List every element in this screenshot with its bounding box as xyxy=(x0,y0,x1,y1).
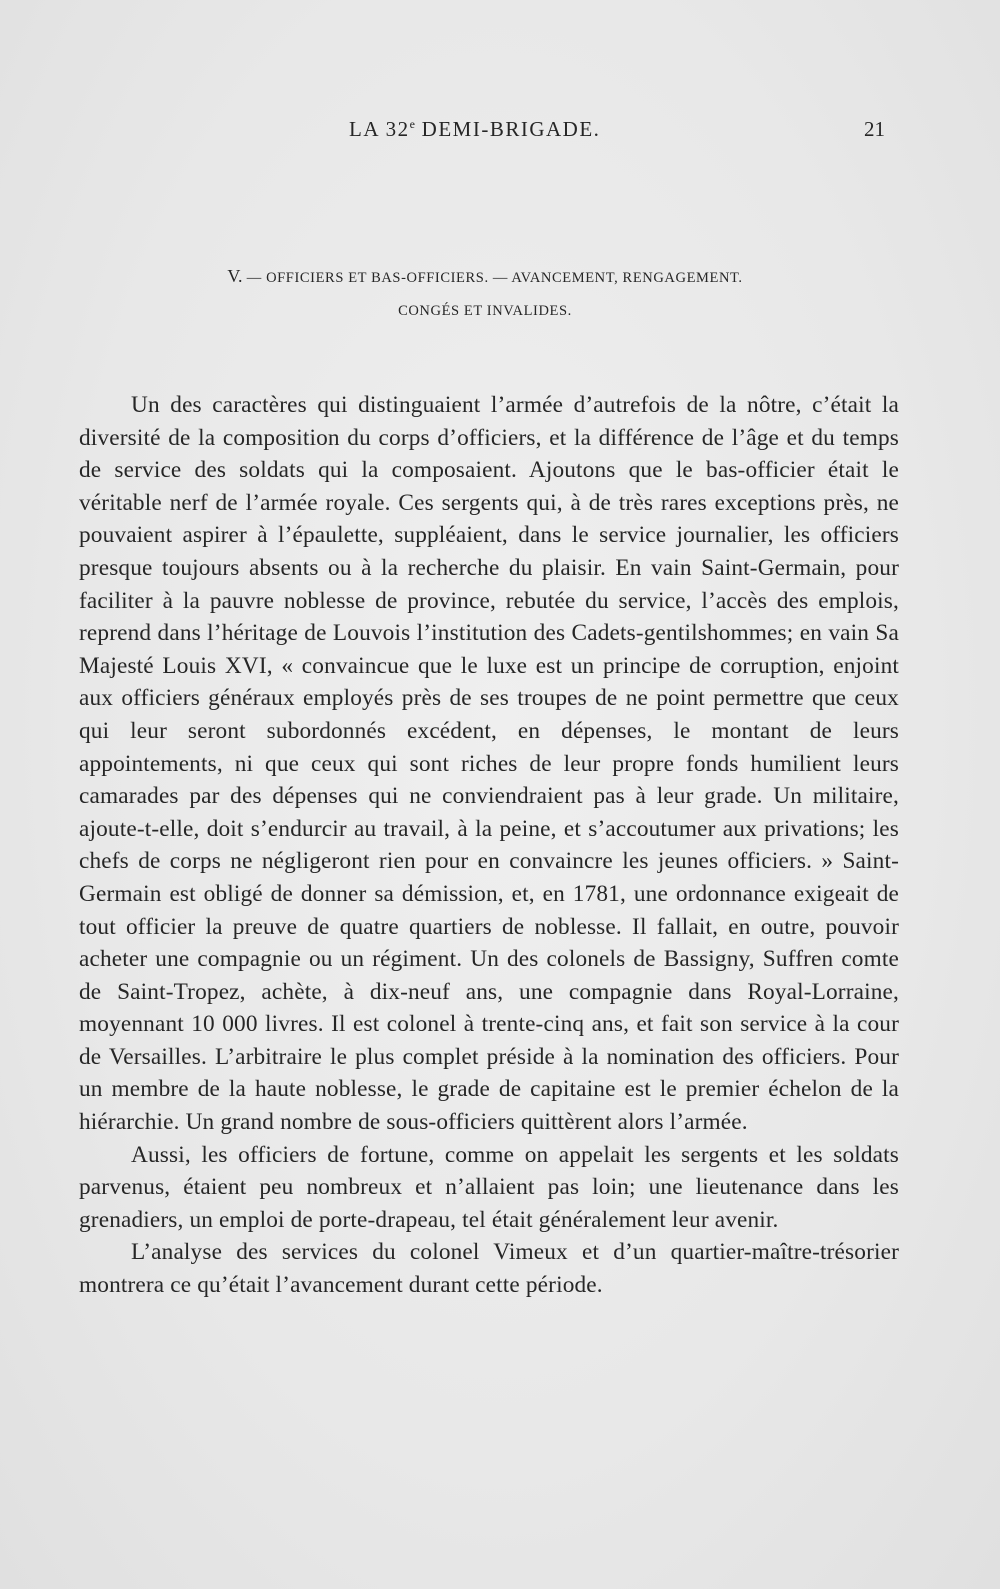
page-number: 21 xyxy=(864,117,885,141)
running-title-superscript: e xyxy=(409,117,415,131)
section-title-line-1: — OFFICIERS ET BAS-OFFICIERS. — AVANCEMENT, RENGAGEMENT. xyxy=(242,270,743,286)
paragraph-1: Un des caractères qui distinguaient l’armée d’autrefois de la nôtre, c’était la diversité de la composition du corps d’officiers, et la différence de l’âge et du temps de service des soldats qui la composaient. Ajoutons que le bas-officier était le véritable nerf de l’armée royale. Ces sergents qui, à de très rares exceptions près, ne pouvaient aspirer à l’épaulette, suppléaient, dans le service journalier, les officiers presque toujours absents ou à la recherche du plaisir. En vain Saint-Germain, pour faciliter à la pauvre noblesse de province, rebutée du service, l’accès des emplois, reprend dans l’héritage de Louvois l’institution des Cadets-gentilshommes; en vain Sa Majesté Louis XVI, « convaincue que le luxe est un principe de corruption, enjoint aux officiers généraux employés près de ses troupes de ne point permettre que ceux qui leur seront subordonnés excédent, en dépenses, le montant de leurs appointements, ni que ceux qui sont riches de leur propre fonds humilient leurs camarades par des dépenses qui ne conviendraient pas à leur grade. Un militaire, ajoute-t-elle, doit s’endurcir au travail, à la peine, et s’accoutumer aux privations; les chefs de corps ne négligeront rien pour en convaincre les jeunes officiers. » Saint-Germain est obligé de donner sa démission, et, en 1781, une ordonnance exigeait de tout officier la preuve de quatre quartiers de noblesse. Il fallait, en outre, pouvoir acheter une compagnie ou un régiment. Un des colonels de Bassigny, Suffren comte de Saint-Tropez, achète, à dix-neuf ans, une compagnie dans Royal-Lorraine, moyennant 10 000 livres. Il est colonel à trente-cinq ans, et fait son service à la cour de Versailles. L’arbitraire le plus complet préside à la nomination des officiers. Pour un membre de la haute noblesse, le grade de capitaine est le premier échelon de la hiérarchie. Un grand nombre de sous-officiers quittèrent alors l’armée. xyxy=(79,392,899,1136)
running-head xyxy=(0,117,1000,147)
section-title-line-2: CONGÉS ET INVALIDES. xyxy=(398,303,572,319)
running-title-main: LA 32 xyxy=(349,117,410,141)
running-title-rest: DEMI-BRIGADE. xyxy=(414,117,601,141)
body-text xyxy=(79,389,899,1302)
running-title xyxy=(349,117,600,142)
paragraph-3: L’analyse des services du colonel Vimeux et d’un quartier-maître-trésorier montrera ce qu’était l’avancement durant cette période. xyxy=(79,1239,899,1299)
section-heading xyxy=(80,260,890,328)
section-heading-line-1 xyxy=(80,260,890,295)
paragraph-2: Aussi, les officiers de fortune, comme on appelait les sergents et les soldats parvenus, étaient peu nombreux et n’allaient pas loin; une lieutenance dans les grenadiers, un emploi de porte-drapeau, tel était généralement leur avenir. xyxy=(79,1141,899,1233)
section-numeral: V. xyxy=(227,266,243,286)
